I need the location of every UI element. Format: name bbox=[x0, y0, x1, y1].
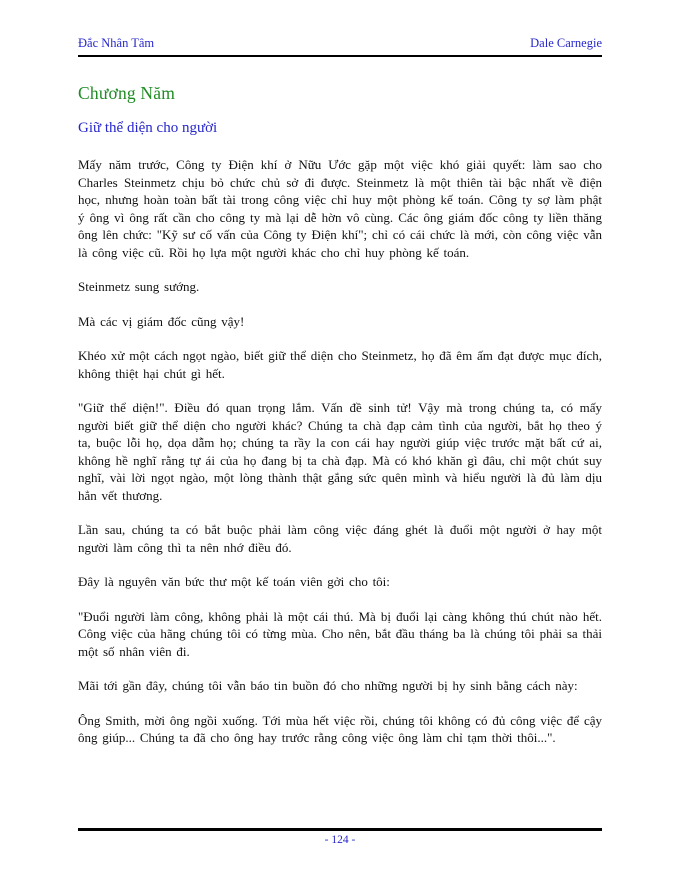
paragraph: "Đuổi người làm công, không phải là một cái thú. Mà bị đuổi lại càng không thú chút nào hết. Công việc của hãng chúng tôi có từng mùa. Cho nên, bắt đầu tháng ba là chúng tôi phải sa thải một số nhân viên đi. bbox=[78, 608, 602, 659]
paragraph: Lần sau, chúng ta có bắt buộc phải làm công việc đáng ghét là đuổi một người ở hay một người làm công thì ta nên nhớ điều đó. bbox=[78, 522, 602, 555]
footer-rule bbox=[78, 828, 602, 831]
paragraph: Đây là nguyên văn bức thư một kế toán viên gởi cho tôi: bbox=[78, 574, 390, 589]
page-number: - 124 - bbox=[324, 834, 356, 846]
page-header bbox=[78, 36, 602, 57]
section-title: Giữ thể diện cho người bbox=[78, 120, 218, 136]
paragraph: "Giữ thể diện!". Điều đó quan trọng lắm. Vấn đề sinh tử! Vậy mà trong chúng ta, có mấy người biết giữ thể diện cho người khác? Chúng ta chà đạp cảm tình của người, bắt họ theo ý ta, buộc lỗi họ, dọa dẫm họ; chúng ta rầy la con cái hay người giúp việc trước mặt bất cứ ai, không hề nghĩ rằng tự ái của họ đang bị ta chà đạp. Mà có khó khăn gì đâu, chỉ một chút suy nghĩ, vài lời ngọt ngào, một lòng thành thật gắng sức quên mình và hiểu người là đủ làm dịu hẳn vết thương. bbox=[78, 400, 602, 503]
paragraph: Mà các vị giám đốc cũng vậy! bbox=[78, 313, 245, 329]
paragraph: Mãi tới gần đây, chúng tôi vẫn báo tin buồn đó cho những người bị hy sinh bằng cách này: bbox=[78, 678, 578, 693]
header-author: Dale Carnegie bbox=[530, 36, 602, 50]
paragraph: Khéo xử một cách ngọt ngào, biết giữ thể diện cho Steinmetz, họ đã êm ấm đạt được mục đích, không thiệt hại chút gì hết. bbox=[78, 348, 602, 381]
page-body bbox=[78, 83, 602, 747]
page-footer bbox=[78, 828, 602, 846]
paragraph: Mấy năm trước, Công ty Điện khí ở Nữu Ước gặp một việc khó giải quyết: làm sao cho Charles Steinmetz chịu bỏ chức chủ sở đi được. Steinmetz là một thiên tài bậc nhất về điện học, nhưng hoàn toàn bất tài trong công việc chỉ huy một phòng kế toán. Công ty sợ làm phật ý ông vì ông rất cần cho công ty mà lại dễ hờn vô cùng. Các ông giám đốc công ty liền thăng ông lên chức: "Kỹ sư cố vấn của Công ty Điện khí"; chỉ có cái chức là mới, còn công việc vẫn là công việc cũ. Rồi họ lựa một người khác cho chỉ huy phòng kế toán. bbox=[78, 157, 602, 260]
chapter-title: Chương Năm bbox=[78, 83, 176, 103]
paragraph: Steinmetz sung sướng. bbox=[78, 279, 200, 294]
paragraph: Ông Smith, mời ông ngồi xuống. Tới mùa hết việc rồi, chúng tôi không có đủ công việc để cậy ông giúp... Chúng ta đã cho ông hay trước rằng công việc ông làm chỉ tạm thời thôi...". bbox=[78, 712, 602, 745]
header-book-title: Đắc Nhân Tâm bbox=[78, 36, 155, 50]
